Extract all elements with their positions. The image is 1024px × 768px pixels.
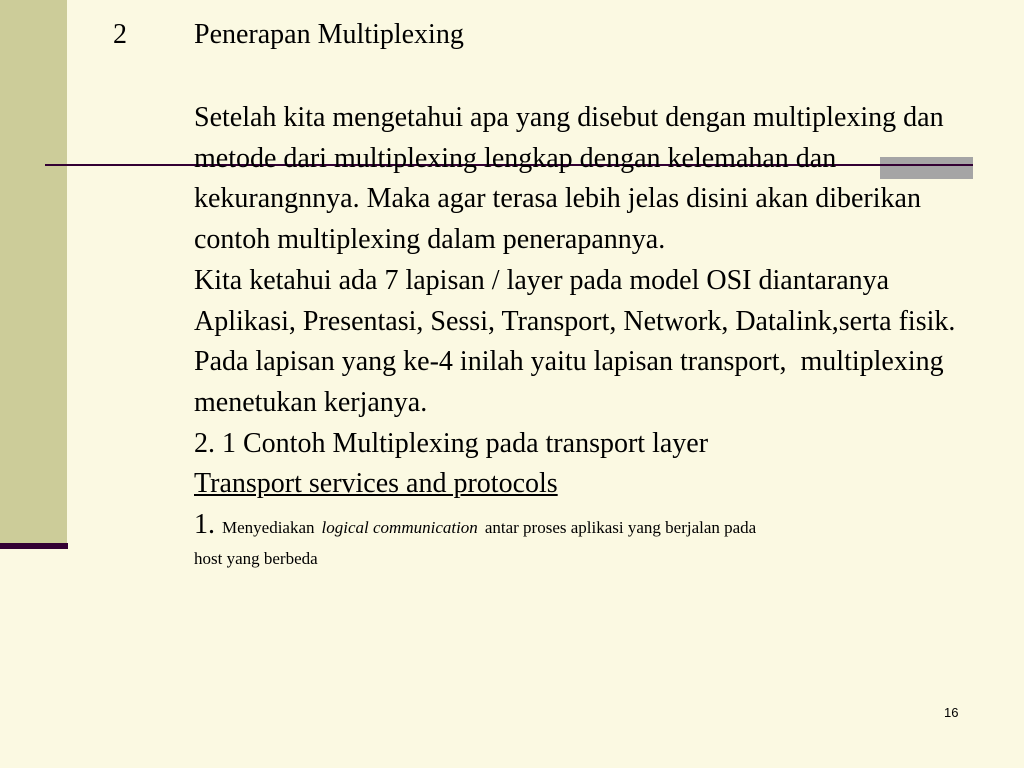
subheading: 2. 1 Contoh Multiplexing pada transport layer <box>194 427 709 459</box>
heading-title: Penerapan Multiplexing <box>194 19 464 50</box>
osi-paragraph: Kita ketahui ada 7 lapisan / layer pada model OSI diantaranya Aplikasi, Presentasi, Sessi, Transport, Network, Datalink,serta fisik. Pada lapisan yang ke-4 inilah yaitu lapisan transport, multiplexing menetukan kerjanya. <box>194 264 963 418</box>
side-bar-foot-line <box>0 543 68 549</box>
item-emphasis: logical communication <box>321 518 478 538</box>
intro-paragraph: Setelah kita mengetahui apa yang disebut dengan multiplexing dan metode dari multiplexing lengkap dengan kelemahan dan kekurangnnya. Maka agar terasa lebih jelas disini akan diberikan contoh multiplexing dalam penerapannya. <box>194 102 944 256</box>
list-item <box>194 505 974 549</box>
item-tail: host yang berbeda <box>194 548 318 568</box>
page-number: 16 <box>944 705 959 720</box>
transport-link-text[interactable]: Transport services and protocols <box>194 468 558 500</box>
heading-number: 2 <box>113 19 127 50</box>
transport-link[interactable] <box>194 464 974 505</box>
item-number: 1. <box>194 509 215 541</box>
item-text-after: antar proses aplikasi yang berjalan pada <box>484 518 757 538</box>
slide-body <box>194 98 974 569</box>
side-bar-decoration <box>0 0 67 545</box>
item-text-before: Menyediakan <box>222 518 315 538</box>
